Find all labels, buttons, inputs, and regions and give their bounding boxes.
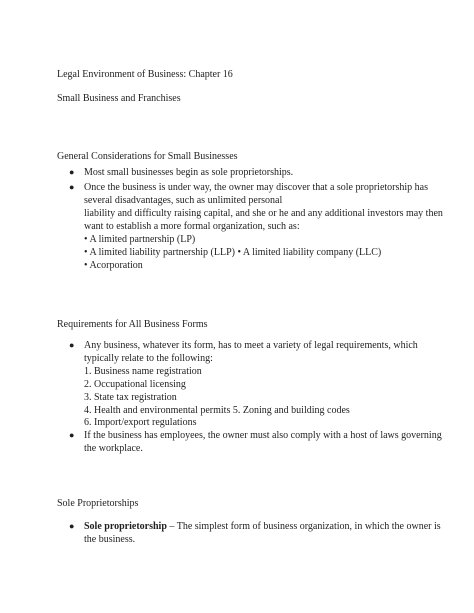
section-heading-requirements: Requirements for All Business Forms (57, 319, 208, 330)
list-item-text: • Acorporation (84, 260, 143, 271)
list-item-text: 4. Health and environmental permits 5. Zoning and building codes (84, 405, 350, 416)
list-item-text: • A limited partnership (LP) (84, 234, 196, 245)
list-item-text: If the business has employees, the owner must also comply with a host of laws governing (84, 430, 442, 441)
list-item-text (84, 520, 441, 533)
list-item-text: Any business, whatever its form, has to meet a variety of legal requirements, which (84, 340, 418, 351)
section-heading-general-considerations: General Considerations for Small Businesses (57, 151, 238, 162)
bullet-icon: ● (69, 167, 75, 177)
list-item-text: several disadvantages, such as unlimited personal (84, 195, 283, 206)
document-title: Legal Environment of Business: Chapter 16 (57, 69, 233, 80)
list-item-text: 1. Business name registration (84, 366, 202, 377)
list-item-text: the workplace. (84, 443, 143, 454)
bullet-icon: ● (69, 521, 75, 531)
list-item-text: typically relate to the following: (84, 353, 213, 364)
list-item-text: Once the business is under way, the owner may discover that a sole proprietorship has (84, 182, 428, 193)
bullet-icon: ● (69, 430, 75, 440)
list-item-text: 2. Occupational licensing (84, 379, 186, 390)
document-subtitle: Small Business and Franchises (57, 93, 181, 104)
section-heading-sole-proprietorships: Sole Proprietorships (57, 498, 139, 509)
list-item-text: want to establish a more formal organization, such as: (84, 221, 300, 232)
list-item-text: liability and difficulty raising capital, and she or he and any additional investors may then (84, 208, 443, 219)
bullet-icon: ● (69, 182, 75, 192)
bullet-icon: ● (69, 340, 75, 350)
list-item-text: 6. Import/export regulations (84, 417, 197, 428)
list-item-text: the business. (84, 534, 136, 545)
term-sole-proprietorship: Sole proprietorship (84, 521, 167, 532)
list-item-text: 3. State tax registration (84, 392, 177, 403)
list-item-text: • A limited liability partnership (LLP) • A limited liability company (LLC) (84, 247, 382, 258)
list-item-text: Most small businesses begin as sole proprietorships. (84, 167, 294, 178)
definition-text: – The simplest form of business organization, in which the owner is (166, 521, 441, 532)
